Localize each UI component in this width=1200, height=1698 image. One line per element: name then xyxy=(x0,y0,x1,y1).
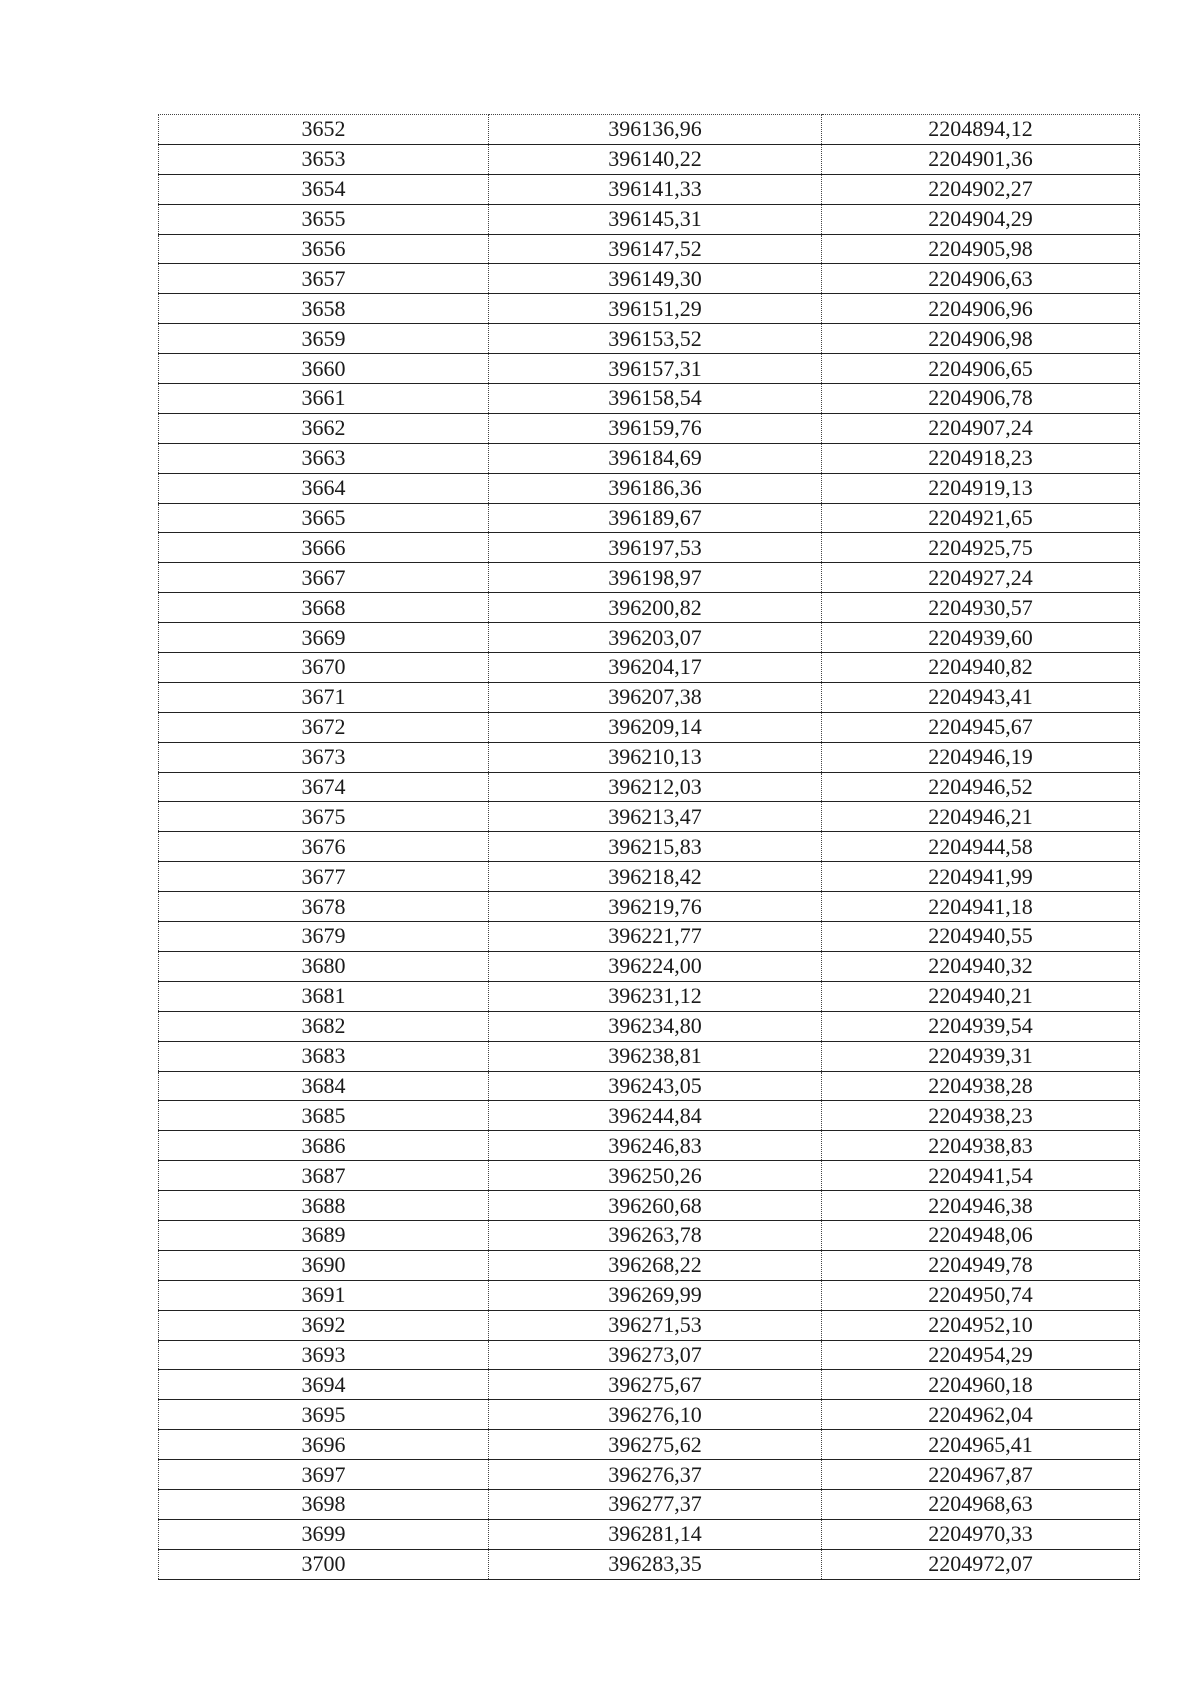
table-row xyxy=(159,682,1140,712)
table-row xyxy=(159,324,1140,354)
y-coordinate-cell: 2204921,65 xyxy=(822,503,1140,533)
table-row xyxy=(159,802,1140,832)
x-coordinate-cell: 396268,22 xyxy=(489,1250,822,1280)
x-coordinate-cell: 396219,76 xyxy=(489,892,822,922)
y-coordinate-cell: 2204943,41 xyxy=(822,682,1140,712)
y-coordinate-cell: 2204906,65 xyxy=(822,354,1140,384)
point-number-cell: 3678 xyxy=(159,892,489,922)
x-coordinate-cell: 396238,81 xyxy=(489,1041,822,1071)
table-row xyxy=(159,473,1140,503)
y-coordinate-cell: 2204940,82 xyxy=(822,653,1140,683)
x-coordinate-cell: 396221,77 xyxy=(489,922,822,952)
x-coordinate-cell: 396198,97 xyxy=(489,563,822,593)
table-row xyxy=(159,742,1140,772)
table-row xyxy=(159,832,1140,862)
x-coordinate-cell: 396184,69 xyxy=(489,443,822,473)
y-coordinate-cell: 2204925,75 xyxy=(822,533,1140,563)
y-coordinate-cell: 2204952,10 xyxy=(822,1310,1140,1340)
x-coordinate-cell: 396276,10 xyxy=(489,1400,822,1430)
y-coordinate-cell: 2204970,33 xyxy=(822,1519,1140,1549)
point-number-cell: 3696 xyxy=(159,1430,489,1460)
table-row xyxy=(159,174,1140,204)
y-coordinate-cell: 2204939,60 xyxy=(822,623,1140,653)
point-number-cell: 3692 xyxy=(159,1310,489,1340)
y-coordinate-cell: 2204939,54 xyxy=(822,1011,1140,1041)
x-coordinate-cell: 396209,14 xyxy=(489,712,822,742)
y-coordinate-cell: 2204967,87 xyxy=(822,1460,1140,1490)
x-coordinate-cell: 396159,76 xyxy=(489,413,822,443)
point-number-cell: 3700 xyxy=(159,1549,489,1579)
table-row xyxy=(159,1370,1140,1400)
x-coordinate-cell: 396158,54 xyxy=(489,384,822,414)
y-coordinate-cell: 2204938,28 xyxy=(822,1071,1140,1101)
table-row xyxy=(159,1041,1140,1071)
table-row xyxy=(159,1310,1140,1340)
table-row xyxy=(159,1191,1140,1221)
x-coordinate-cell: 396212,03 xyxy=(489,772,822,802)
y-coordinate-cell: 2204946,38 xyxy=(822,1191,1140,1221)
point-number-cell: 3665 xyxy=(159,503,489,533)
y-coordinate-cell: 2204905,98 xyxy=(822,234,1140,264)
table-row xyxy=(159,951,1140,981)
point-number-cell: 3657 xyxy=(159,264,489,294)
y-coordinate-cell: 2204968,63 xyxy=(822,1489,1140,1519)
x-coordinate-cell: 396281,14 xyxy=(489,1519,822,1549)
table-row xyxy=(159,1101,1140,1131)
y-coordinate-cell: 2204902,27 xyxy=(822,174,1140,204)
point-number-cell: 3682 xyxy=(159,1011,489,1041)
point-number-cell: 3679 xyxy=(159,922,489,952)
x-coordinate-cell: 396186,36 xyxy=(489,473,822,503)
y-coordinate-cell: 2204965,41 xyxy=(822,1430,1140,1460)
point-number-cell: 3658 xyxy=(159,294,489,324)
table-row xyxy=(159,1549,1140,1579)
y-coordinate-cell: 2204919,13 xyxy=(822,473,1140,503)
y-coordinate-cell: 2204907,24 xyxy=(822,413,1140,443)
y-coordinate-cell: 2204938,83 xyxy=(822,1131,1140,1161)
table-row xyxy=(159,1340,1140,1370)
table-row xyxy=(159,593,1140,623)
y-coordinate-cell: 2204904,29 xyxy=(822,204,1140,234)
y-coordinate-cell: 2204927,24 xyxy=(822,563,1140,593)
point-number-cell: 3684 xyxy=(159,1071,489,1101)
y-coordinate-cell: 2204930,57 xyxy=(822,593,1140,623)
point-number-cell: 3686 xyxy=(159,1131,489,1161)
table-row xyxy=(159,1250,1140,1280)
y-coordinate-cell: 2204972,07 xyxy=(822,1549,1140,1579)
x-coordinate-cell: 396147,52 xyxy=(489,234,822,264)
table-row xyxy=(159,115,1140,145)
table-row xyxy=(159,443,1140,473)
table-row xyxy=(159,1131,1140,1161)
table-row xyxy=(159,264,1140,294)
coordinates-table xyxy=(158,114,1140,1580)
x-coordinate-cell: 396151,29 xyxy=(489,294,822,324)
x-coordinate-cell: 396213,47 xyxy=(489,802,822,832)
y-coordinate-cell: 2204894,12 xyxy=(822,115,1140,145)
x-coordinate-cell: 396218,42 xyxy=(489,862,822,892)
table-row xyxy=(159,1161,1140,1191)
x-coordinate-cell: 396277,37 xyxy=(489,1489,822,1519)
point-number-cell: 3687 xyxy=(159,1161,489,1191)
y-coordinate-cell: 2204946,21 xyxy=(822,802,1140,832)
y-coordinate-cell: 2204954,29 xyxy=(822,1340,1140,1370)
point-number-cell: 3664 xyxy=(159,473,489,503)
table-row xyxy=(159,892,1140,922)
x-coordinate-cell: 396136,96 xyxy=(489,115,822,145)
table-row xyxy=(159,294,1140,324)
x-coordinate-cell: 396250,26 xyxy=(489,1161,822,1191)
y-coordinate-cell: 2204940,21 xyxy=(822,981,1140,1011)
table-row xyxy=(159,413,1140,443)
x-coordinate-cell: 396203,07 xyxy=(489,623,822,653)
table-row xyxy=(159,1430,1140,1460)
point-number-cell: 3656 xyxy=(159,234,489,264)
x-coordinate-cell: 396149,30 xyxy=(489,264,822,294)
x-coordinate-cell: 396269,99 xyxy=(489,1280,822,1310)
y-coordinate-cell: 2204948,06 xyxy=(822,1220,1140,1250)
x-coordinate-cell: 396234,80 xyxy=(489,1011,822,1041)
point-number-cell: 3671 xyxy=(159,682,489,712)
y-coordinate-cell: 2204940,55 xyxy=(822,922,1140,952)
point-number-cell: 3680 xyxy=(159,951,489,981)
table-row xyxy=(159,981,1140,1011)
x-coordinate-cell: 396197,53 xyxy=(489,533,822,563)
y-coordinate-cell: 2204906,78 xyxy=(822,384,1140,414)
y-coordinate-cell: 2204906,98 xyxy=(822,324,1140,354)
table-row xyxy=(159,1280,1140,1310)
point-number-cell: 3694 xyxy=(159,1370,489,1400)
y-coordinate-cell: 2204962,04 xyxy=(822,1400,1140,1430)
x-coordinate-cell: 396215,83 xyxy=(489,832,822,862)
point-number-cell: 3693 xyxy=(159,1340,489,1370)
table-row xyxy=(159,204,1140,234)
table-row xyxy=(159,1400,1140,1430)
point-number-cell: 3673 xyxy=(159,742,489,772)
table-row xyxy=(159,354,1140,384)
table-row xyxy=(159,1011,1140,1041)
point-number-cell: 3699 xyxy=(159,1519,489,1549)
table-row xyxy=(159,623,1140,653)
table-row xyxy=(159,1220,1140,1250)
point-number-cell: 3653 xyxy=(159,144,489,174)
point-number-cell: 3676 xyxy=(159,832,489,862)
y-coordinate-cell: 2204941,54 xyxy=(822,1161,1140,1191)
y-coordinate-cell: 2204938,23 xyxy=(822,1101,1140,1131)
point-number-cell: 3670 xyxy=(159,653,489,683)
table-row xyxy=(159,772,1140,802)
point-number-cell: 3672 xyxy=(159,712,489,742)
y-coordinate-cell: 2204945,67 xyxy=(822,712,1140,742)
table-row xyxy=(159,1460,1140,1490)
x-coordinate-cell: 396141,33 xyxy=(489,174,822,204)
x-coordinate-cell: 396200,82 xyxy=(489,593,822,623)
x-coordinate-cell: 396276,37 xyxy=(489,1460,822,1490)
point-number-cell: 3681 xyxy=(159,981,489,1011)
point-number-cell: 3667 xyxy=(159,563,489,593)
x-coordinate-cell: 396153,52 xyxy=(489,324,822,354)
x-coordinate-cell: 396275,62 xyxy=(489,1430,822,1460)
point-number-cell: 3669 xyxy=(159,623,489,653)
point-number-cell: 3655 xyxy=(159,204,489,234)
x-coordinate-cell: 396140,22 xyxy=(489,144,822,174)
table-row xyxy=(159,1071,1140,1101)
point-number-cell: 3666 xyxy=(159,533,489,563)
table-row xyxy=(159,234,1140,264)
y-coordinate-cell: 2204941,18 xyxy=(822,892,1140,922)
point-number-cell: 3661 xyxy=(159,384,489,414)
y-coordinate-cell: 2204906,63 xyxy=(822,264,1140,294)
table-row xyxy=(159,563,1140,593)
x-coordinate-cell: 396275,67 xyxy=(489,1370,822,1400)
point-number-cell: 3688 xyxy=(159,1191,489,1221)
point-number-cell: 3689 xyxy=(159,1220,489,1250)
table-row xyxy=(159,1519,1140,1549)
x-coordinate-cell: 396224,00 xyxy=(489,951,822,981)
y-coordinate-cell: 2204960,18 xyxy=(822,1370,1140,1400)
y-coordinate-cell: 2204918,23 xyxy=(822,443,1140,473)
table-row xyxy=(159,712,1140,742)
y-coordinate-cell: 2204906,96 xyxy=(822,294,1140,324)
point-number-cell: 3697 xyxy=(159,1460,489,1490)
x-coordinate-cell: 396231,12 xyxy=(489,981,822,1011)
table-row xyxy=(159,922,1140,952)
x-coordinate-cell: 396263,78 xyxy=(489,1220,822,1250)
x-coordinate-cell: 396244,84 xyxy=(489,1101,822,1131)
table-row xyxy=(159,144,1140,174)
table-row xyxy=(159,533,1140,563)
point-number-cell: 3660 xyxy=(159,354,489,384)
y-coordinate-cell: 2204946,19 xyxy=(822,742,1140,772)
x-coordinate-cell: 396157,31 xyxy=(489,354,822,384)
point-number-cell: 3662 xyxy=(159,413,489,443)
y-coordinate-cell: 2204941,99 xyxy=(822,862,1140,892)
table-row xyxy=(159,653,1140,683)
point-number-cell: 3674 xyxy=(159,772,489,802)
x-coordinate-cell: 396283,35 xyxy=(489,1549,822,1579)
point-number-cell: 3695 xyxy=(159,1400,489,1430)
y-coordinate-cell: 2204940,32 xyxy=(822,951,1140,981)
x-coordinate-cell: 396273,07 xyxy=(489,1340,822,1370)
table-row xyxy=(159,384,1140,414)
point-number-cell: 3677 xyxy=(159,862,489,892)
y-coordinate-cell: 2204944,58 xyxy=(822,832,1140,862)
point-number-cell: 3690 xyxy=(159,1250,489,1280)
point-number-cell: 3654 xyxy=(159,174,489,204)
point-number-cell: 3652 xyxy=(159,115,489,145)
x-coordinate-cell: 396207,38 xyxy=(489,682,822,712)
point-number-cell: 3698 xyxy=(159,1489,489,1519)
coordinates-table-body xyxy=(159,115,1140,1580)
x-coordinate-cell: 396271,53 xyxy=(489,1310,822,1340)
y-coordinate-cell: 2204946,52 xyxy=(822,772,1140,802)
x-coordinate-cell: 396246,83 xyxy=(489,1131,822,1161)
point-number-cell: 3675 xyxy=(159,802,489,832)
x-coordinate-cell: 396189,67 xyxy=(489,503,822,533)
x-coordinate-cell: 396210,13 xyxy=(489,742,822,772)
y-coordinate-cell: 2204950,74 xyxy=(822,1280,1140,1310)
x-coordinate-cell: 396243,05 xyxy=(489,1071,822,1101)
point-number-cell: 3659 xyxy=(159,324,489,354)
point-number-cell: 3663 xyxy=(159,443,489,473)
table-row xyxy=(159,503,1140,533)
point-number-cell: 3668 xyxy=(159,593,489,623)
y-coordinate-cell: 2204939,31 xyxy=(822,1041,1140,1071)
y-coordinate-cell: 2204949,78 xyxy=(822,1250,1140,1280)
y-coordinate-cell: 2204901,36 xyxy=(822,144,1140,174)
table-row xyxy=(159,1489,1140,1519)
table-row xyxy=(159,862,1140,892)
x-coordinate-cell: 396204,17 xyxy=(489,653,822,683)
point-number-cell: 3691 xyxy=(159,1280,489,1310)
x-coordinate-cell: 396260,68 xyxy=(489,1191,822,1221)
x-coordinate-cell: 396145,31 xyxy=(489,204,822,234)
point-number-cell: 3685 xyxy=(159,1101,489,1131)
point-number-cell: 3683 xyxy=(159,1041,489,1071)
